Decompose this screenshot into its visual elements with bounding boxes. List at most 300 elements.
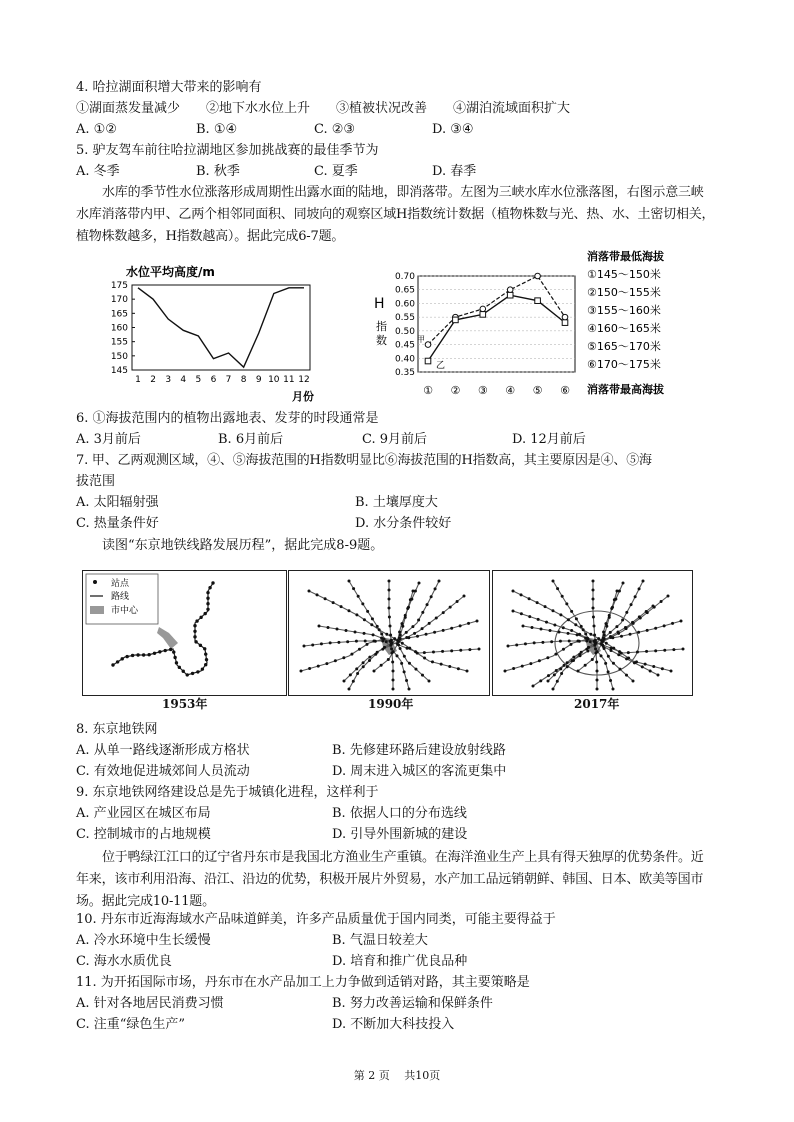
series-yi-line: [428, 295, 565, 361]
station-dot: [423, 651, 426, 654]
station-dot: [589, 640, 592, 643]
station-dot: [544, 605, 547, 608]
station-dot: [346, 640, 349, 643]
station-dot: [629, 633, 632, 636]
station-dot: [660, 600, 663, 603]
station-dot: [592, 589, 595, 592]
q6-option-d: D. 12月前后: [512, 432, 586, 447]
station-dot: [649, 669, 652, 672]
station-dot: [596, 678, 599, 681]
station-dot: [442, 629, 445, 632]
station-dot: [594, 641, 597, 644]
legend-bottom: 消落带最高海拔: [587, 383, 664, 396]
station-dot: [622, 582, 625, 585]
station-dot: [572, 656, 575, 659]
station-dot: [595, 660, 598, 663]
station-dot: [609, 649, 612, 652]
left-xtick-label: 1: [135, 375, 141, 385]
q7-option-b: B. 土壤厚度大: [355, 495, 438, 510]
station-dot: [580, 625, 583, 628]
station-dot: [412, 590, 415, 593]
station-dot: [396, 642, 399, 645]
legend-station: 站点: [111, 579, 130, 589]
station-dot: [438, 580, 441, 583]
station-dot: [201, 667, 204, 670]
station-dot: [131, 654, 134, 657]
left-ytick-label: 150: [110, 351, 128, 362]
station-dot: [515, 643, 518, 646]
q4-option-c: C. ②③: [314, 122, 356, 137]
series-jia-point: [535, 273, 541, 279]
station-dot: [389, 625, 392, 628]
station-dot: [311, 643, 314, 646]
left-ytick-label: 145: [110, 366, 128, 376]
station-dot: [600, 654, 603, 657]
station-dot: [597, 637, 600, 640]
station-dot: [178, 666, 181, 669]
station-dot: [388, 589, 391, 592]
station-dot: [522, 625, 525, 628]
station-dot: [574, 623, 577, 626]
station-dot: [638, 615, 641, 618]
station-dot: [596, 669, 599, 672]
station-dot: [417, 619, 420, 622]
left-ytick-label: 155: [110, 337, 128, 348]
q6-option-a: A. 3月前后: [76, 432, 141, 447]
station-dot: [621, 619, 624, 622]
station-dot: [625, 674, 628, 677]
station-dot: [316, 593, 319, 596]
station-dot: [610, 607, 613, 610]
station-dot: [400, 662, 403, 665]
station-dot: [512, 590, 515, 593]
left-xtick-label: 9: [255, 375, 262, 385]
series-jia-point: [507, 287, 513, 293]
station-dot: [670, 670, 673, 673]
map-1990: [288, 570, 490, 696]
left-xtick-label: 6: [210, 375, 217, 385]
station-dot: [406, 607, 409, 610]
station-dot: [204, 652, 207, 655]
station-dot: [336, 628, 339, 631]
station-dot: [332, 601, 335, 604]
station-dot: [343, 680, 346, 683]
station-dot: [393, 637, 396, 640]
left-xtick-label: 11: [283, 375, 295, 385]
q11-option-c: C. 注重“绿色生产”: [76, 1017, 186, 1032]
station-dot: [356, 672, 359, 675]
station-dot: [607, 655, 610, 658]
q8-option-c: C. 有效地促进城郊间人员流动: [76, 764, 250, 779]
station-dot: [363, 632, 366, 635]
right-xtick-label: ⑥: [560, 384, 570, 397]
station-dot: [507, 645, 510, 648]
station-dot: [539, 679, 542, 682]
q10-option-d: D. 培育和推广优良品种: [332, 954, 468, 969]
station-dot: [430, 595, 433, 598]
station-dot: [428, 622, 431, 625]
station-dot: [169, 648, 172, 651]
station-dot: [561, 595, 564, 598]
station-dot: [620, 635, 623, 638]
legend-item: ③155～160米: [587, 304, 661, 317]
q4-option-a: A. ①②: [76, 122, 117, 137]
station-dot: [372, 633, 375, 636]
station-dot: [194, 640, 197, 643]
station-dot: [582, 628, 585, 631]
station-dot: [562, 648, 565, 651]
label-jia: 甲: [417, 335, 425, 344]
station-dot: [476, 620, 479, 623]
station-dot: [528, 615, 531, 618]
series-jia-line: [428, 276, 565, 345]
right-xtick-label: ⑤: [532, 384, 543, 397]
q9-option-a: A. 产业园区在城区布局: [76, 806, 211, 821]
station-dot: [196, 670, 199, 673]
station-dot: [605, 642, 608, 645]
station-dot: [320, 642, 323, 645]
station-dot: [175, 661, 178, 664]
station-dot: [612, 688, 615, 691]
station-dot: [325, 662, 328, 665]
station-dot: [206, 596, 209, 599]
station-dot: [350, 653, 353, 656]
right-ytick-label: 0.35: [394, 368, 415, 378]
station-dot: [591, 658, 594, 661]
station-dot: [545, 621, 548, 624]
station-dot: [193, 635, 196, 638]
station-dot: [657, 674, 660, 677]
right-xtick-label: ④: [505, 384, 516, 397]
station-dot: [596, 650, 599, 653]
q9-stem: 9. 东京地铁网络建设总是先于城镇化进程，这样利于: [76, 785, 379, 800]
station-dot: [153, 652, 156, 655]
station-dot: [478, 648, 481, 651]
station-dot: [408, 647, 411, 650]
station-dot: [552, 580, 555, 583]
station-dot: [324, 597, 327, 600]
passage-6-7: 水库的季节性水位涨落形成周期性出露水面的陆地，即消落带。左图为三峡水库水位涨落图，右图示意三峡水库消落带内甲、乙两个相邻同面积、同坡向的观察区域H指数统计数据（植物株数与光、热、水、土密切相关，植物株数越多，H指数越高）。据此完成6-7题。: [76, 185, 715, 244]
left-ytick-label: 165: [110, 309, 128, 320]
station-dot: [457, 667, 460, 670]
q9-option-c: C. 控制城市的占地规模: [76, 827, 211, 842]
station-dot: [541, 641, 544, 644]
station-dot: [607, 670, 610, 673]
right-xtick-label: ②: [450, 384, 461, 397]
series-jia-point: [562, 314, 568, 320]
q4-option-b: B. ①④: [196, 122, 238, 137]
station-dot: [352, 680, 355, 683]
station-dot: [565, 602, 568, 605]
station-dot: [365, 643, 368, 646]
station-dot: [641, 665, 644, 668]
station-dot: [555, 669, 558, 672]
station-dot: [125, 655, 128, 658]
station-dot: [164, 649, 167, 652]
station-dot: [616, 631, 619, 634]
station-dot: [390, 641, 393, 644]
station-dot: [392, 678, 395, 681]
station-dot: [613, 598, 616, 601]
h-index-chart: [370, 248, 700, 408]
q11-option-a: A. 针对各地居民消费习惯: [76, 996, 224, 1011]
station-dot: [388, 598, 391, 601]
q4-stem: 4. 哈拉湖面积增大带来的影响有: [76, 80, 262, 95]
q10-option-b: B. 气温日较差大: [332, 933, 428, 948]
station-dot: [381, 640, 384, 643]
station-dot: [413, 632, 416, 635]
station-dot: [547, 680, 550, 683]
left-xtick-label: 12: [298, 375, 310, 385]
q4-items: ①湖面蒸发量减少 ②地下水水位上升 ③植被状况改善 ④湖泊流域面积扩大: [76, 101, 571, 116]
q7-stem-line1: 7. 甲、乙两观测区域，④、⑤海拔范围的H指数明显比⑥海拔范围的H指数高，其主要原因是④、⑤海: [76, 453, 652, 468]
station-dot: [203, 647, 206, 650]
station-dot: [661, 667, 664, 670]
station-dot: [578, 633, 581, 636]
station-dot: [449, 606, 452, 609]
station-dot: [355, 613, 358, 616]
station-dot: [556, 680, 559, 683]
station-dot: [441, 650, 444, 653]
station-dot: [512, 667, 515, 670]
station-dot: [577, 670, 580, 673]
station-dot: [203, 612, 206, 615]
right-ytick-label: 0.55: [394, 313, 415, 324]
station-dot: [364, 640, 367, 643]
series-jia-point: [480, 306, 486, 312]
passage-8-9: 读图“东京地铁线路发展历程”，据此完成8-9题。: [102, 538, 384, 553]
station-dot: [423, 657, 426, 660]
q5-stem: 5. 驴友驾车前往哈拉湖地区参加挑战赛的最佳季节为: [76, 143, 379, 158]
station-dot: [408, 688, 411, 691]
station-dot: [456, 600, 459, 603]
station-dot: [663, 649, 666, 652]
station-dot: [585, 640, 588, 643]
q6-stem: 6. ①海拔范围内的植物出露地表、发芽的时段通常是: [76, 411, 379, 426]
station-dot: [504, 670, 507, 673]
station-dot: [625, 657, 628, 660]
station-dot: [652, 605, 655, 608]
station-dot: [603, 634, 606, 637]
station-dot: [576, 640, 579, 643]
station-dot: [521, 665, 524, 668]
station-dot: [646, 629, 649, 632]
station-dot: [467, 622, 470, 625]
left-ytick-label: 160: [110, 323, 128, 334]
q5-option-b: B. 秋季: [196, 164, 240, 179]
station-dot: [566, 665, 569, 668]
station-dot: [576, 633, 579, 636]
q5-option-d: D. 春季: [432, 164, 477, 179]
station-dot: [547, 674, 550, 677]
right-xtick-label: ①: [423, 384, 433, 397]
station-dot: [642, 580, 645, 583]
left-xtick-label: 3: [165, 375, 172, 385]
left-xtick-label: 4: [180, 375, 187, 385]
q8-stem: 8. 东京地铁网: [76, 722, 158, 737]
station-dot: [550, 640, 553, 643]
station-dot: [645, 610, 648, 613]
left-ytick-label: 170: [110, 295, 128, 306]
station-dot: [537, 618, 540, 621]
station-dot: [546, 656, 549, 659]
station-dot: [672, 648, 675, 651]
station-dot: [450, 627, 453, 630]
station-dot: [355, 640, 358, 643]
station-dot: [199, 616, 202, 619]
station-dot: [558, 630, 561, 633]
station-dot: [421, 674, 424, 677]
station-dot: [562, 626, 565, 629]
q8-option-a: A. 从单一路线逐渐形成方格状: [76, 743, 250, 758]
station-dot: [411, 625, 414, 628]
station-dot: [637, 631, 640, 634]
q7-option-d: D. 水分条件较好: [355, 516, 452, 531]
station-dot: [634, 595, 637, 598]
station-dot: [645, 650, 648, 653]
station-dot: [633, 661, 636, 664]
right-ytick-label: 0.40: [394, 354, 415, 365]
left-xtick-label: 2: [150, 375, 156, 385]
series-yi-point: [507, 292, 513, 298]
station-dot: [618, 668, 621, 671]
station-dot: [334, 659, 337, 662]
series-yi-point: [425, 358, 431, 364]
left-xlabel: 月份: [292, 390, 314, 403]
station-dot: [575, 617, 578, 620]
station-dot: [182, 670, 185, 673]
q9-option-b: B. 依据人口的分布选线: [332, 806, 467, 821]
station-dot: [186, 673, 189, 676]
station-dot: [385, 640, 388, 643]
station-dot: [349, 673, 352, 676]
station-dot: [327, 626, 330, 629]
station-dot: [418, 582, 421, 585]
station-dot: [211, 581, 214, 584]
station-dot: [632, 680, 635, 683]
legend-item: ①145～150米: [587, 268, 661, 281]
q10-option-c: C. 海水水质优良: [76, 954, 172, 969]
map-1953-drawing: [83, 571, 286, 695]
q8-option-b: B. 先修建环路后建设放射线路: [332, 743, 506, 758]
q7-stem-line2: 拔范围: [76, 474, 116, 489]
station-dot: [329, 641, 332, 644]
station-dot: [408, 662, 411, 665]
station-dot: [625, 611, 628, 614]
station-dot: [671, 622, 674, 625]
station-dot: [540, 628, 543, 631]
station-dot: [376, 651, 379, 654]
station-dot: [193, 624, 196, 627]
map-1953: [82, 570, 287, 696]
map-2017: [492, 570, 693, 696]
station-dot: [612, 647, 615, 650]
station-dot: [552, 688, 555, 691]
station-dot: [337, 641, 340, 644]
right-ylabel-h: H: [374, 296, 385, 312]
station-dot: [391, 660, 394, 663]
station-dot: [593, 625, 596, 628]
station-dot: [303, 645, 306, 648]
station-dot: [389, 634, 392, 637]
station-dot: [193, 630, 196, 633]
station-dot: [559, 640, 562, 643]
station-dot: [566, 661, 569, 664]
q4-option-d: D. ③④: [432, 122, 474, 137]
station-dot: [385, 633, 388, 636]
q5-option-c: C. 夏季: [314, 164, 358, 179]
station-dot: [414, 668, 417, 671]
left-xtick-label: 5: [195, 375, 202, 385]
station-dot: [579, 654, 582, 657]
station-dot: [416, 635, 419, 638]
station-dot: [380, 633, 383, 636]
station-dot: [533, 641, 536, 644]
legend-item: ⑥170～175米: [587, 358, 661, 371]
station-dot: [618, 650, 621, 653]
station-dot: [638, 587, 641, 590]
station-dot: [308, 590, 311, 593]
station-dot: [435, 617, 438, 620]
station-dot: [644, 663, 647, 666]
station-dot: [609, 635, 612, 638]
station-dot: [654, 649, 657, 652]
station-dot: [390, 647, 393, 650]
station-dot: [116, 660, 119, 663]
q11-option-b: B. 努力改善运输和保鲜条件: [332, 996, 493, 1011]
series-jia-point: [425, 342, 431, 348]
station-dot: [538, 659, 541, 662]
station-dot: [400, 622, 403, 625]
right-ytick-label: 0.70: [394, 272, 415, 282]
page-footer: 第 2 页 共10页: [353, 1069, 441, 1082]
station-dot: [592, 580, 595, 583]
station-dot: [442, 611, 445, 614]
station-dot: [586, 637, 589, 640]
series-yi-point: [480, 312, 486, 318]
station-dot: [602, 631, 605, 634]
station-dot: [428, 680, 431, 683]
legend-item: ⑤165～170米: [587, 340, 661, 353]
water-level-chart: [100, 258, 330, 408]
station-dot: [667, 595, 670, 598]
station-dot: [147, 653, 150, 656]
station-dot: [206, 608, 209, 611]
station-dot: [380, 664, 383, 667]
map-1990-drawing: [289, 571, 489, 695]
station-dot: [563, 664, 566, 667]
station-dot: [596, 688, 599, 691]
right-ytick-label: 0.65: [394, 285, 415, 296]
station-dot: [570, 610, 573, 613]
q8-option-d: D. 周末进入城区的客流更集中: [332, 764, 507, 779]
legend-item: ④160～165米: [587, 322, 661, 335]
station-dot: [347, 609, 350, 612]
station-dot: [663, 624, 666, 627]
station-dot: [358, 648, 361, 651]
station-dot: [111, 663, 114, 666]
station-dot: [378, 628, 381, 631]
station-dot: [592, 598, 595, 601]
station-dot: [584, 664, 587, 667]
station-dot: [570, 629, 573, 632]
station-dot: [559, 613, 562, 616]
label-yi: 乙: [436, 361, 446, 371]
station-dot: [531, 626, 534, 629]
station-dot: [559, 667, 562, 670]
station-dot: [604, 662, 607, 665]
q9-option-d: D. 引导外围新城的建设: [332, 827, 468, 842]
